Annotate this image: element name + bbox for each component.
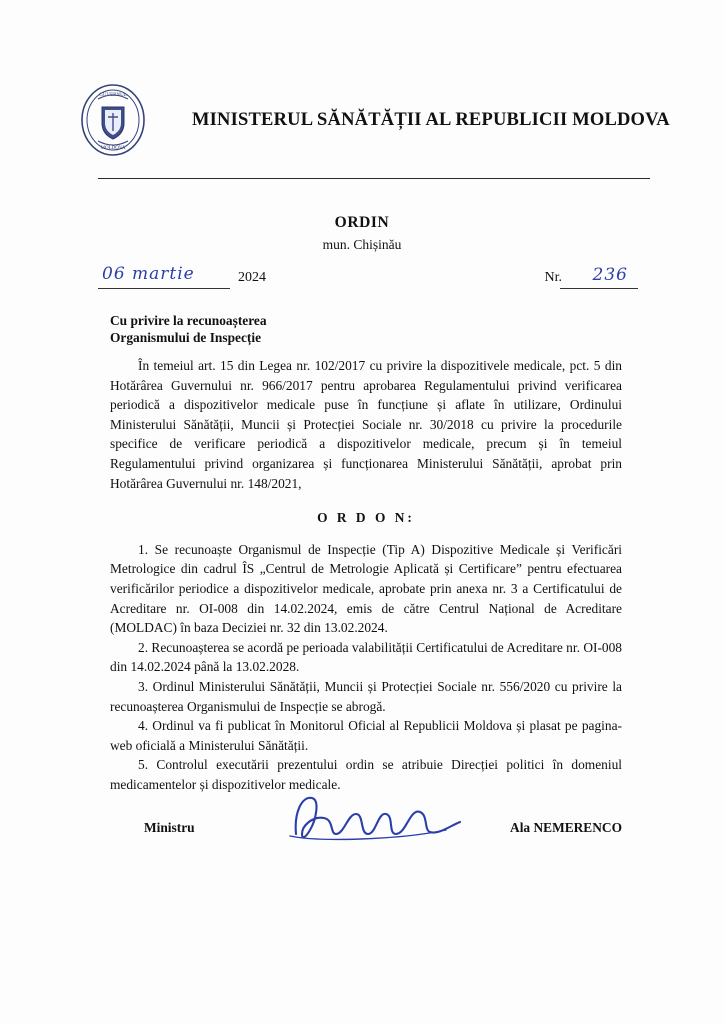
svg-text:GUVERNUL: GUVERNUL [99, 93, 127, 98]
order-heading: ORDIN [334, 214, 390, 231]
clause-2: 2. Recunoașterea se acordă pe perioada valabilității Certificatului de Acreditare nr. OI-008 din 14.02.2024 până la 13.02.2028. [110, 639, 622, 675]
signature-row [110, 812, 622, 852]
number-handwritten: 236 [592, 265, 628, 285]
clause-1: 1. Se recunoaște Organismul de Inspecție (Tip A) Dispozitive Medicale și Verificări Metrologice din cadrul ÎS „Centrul de Metrologie Aplicată și Certificare” pentru efectuarea verificărilor periodice a dispozitivelor medicale, aprobate prin anexa nr. 3 a Certificatului de Acreditare nr. OI-008 din 14.02.2024, emis de către Centrul Național de Acreditare (MOLDAC) în baza Deciziei nr. 32 din 13.02.2024. [110, 541, 622, 636]
date-number-row [98, 264, 650, 294]
date-handwritten: 06 martie [102, 264, 195, 284]
svg-text:MOLDOVA: MOLDOVA [100, 146, 126, 151]
signature-role: Ministru [144, 820, 195, 835]
subject-block [110, 312, 470, 346]
preamble-paragraph: În temeiul art. 15 din Legea nr. 102/2017 cu privire la dispozitivele medicale, pct. 5 din Hotărârea Guvernului nr. 966/2017 pentru aprobarea Regulamentului privind verificarea periodică a dispozitivelor medicale puse în funcțiune și aflate în utilizare, Ordinului Ministerului Sănătății, Muncii și Protecției Sociale nr. 30/2018 cu privire la procedurile specifice de verificare periodică a dispozitivelor medicale, precum și în temeiul Regulamentului privind organizarea și funcționarea Ministerului Sănătății, aprobat prin Hotărârea Guvernului nr. 148/2021, [110, 358, 622, 491]
order-city: mun. Chișinău [322, 237, 402, 252]
document-body [110, 356, 622, 794]
date-underline [98, 288, 230, 289]
subject-line-1: Cu privire la recunoașterea [110, 313, 267, 328]
clause-3: 3. Ordinul Ministerului Sănătății, Muncii și Protecției Sociale nr. 556/2020 cu privire la recunoașterea Organismului de Inspecție se abrogă. [110, 678, 622, 714]
ministry-title: MINISTERUL SĂNĂTĂȚII AL REPUBLICII MOLDOVA [192, 109, 670, 130]
date-year: 2024 [238, 270, 266, 285]
number-underline [560, 288, 638, 289]
clause-4: 4. Ordinul va fi publicat în Monitorul Oficial al Republicii Moldova și plasat pe pagina-web oficială a Ministerului Sănătății. [110, 718, 622, 753]
number-label: Nr. [544, 270, 562, 285]
document-header [78, 72, 670, 168]
clause-5: 5. Controlul executării prezentului ordin se atribuie Direcției politici în domeniul medicamentelor și dispozitivelor medicale. [110, 757, 622, 792]
signature-name: Ala NEMERENCO [510, 820, 622, 835]
ordon-word: O R D O N: [317, 510, 415, 526]
handwritten-signature-icon [278, 790, 538, 850]
header-divider [98, 178, 650, 179]
coat-of-arms-icon [78, 79, 148, 161]
subject-line-2: Organismului de Inspecție [110, 330, 262, 345]
